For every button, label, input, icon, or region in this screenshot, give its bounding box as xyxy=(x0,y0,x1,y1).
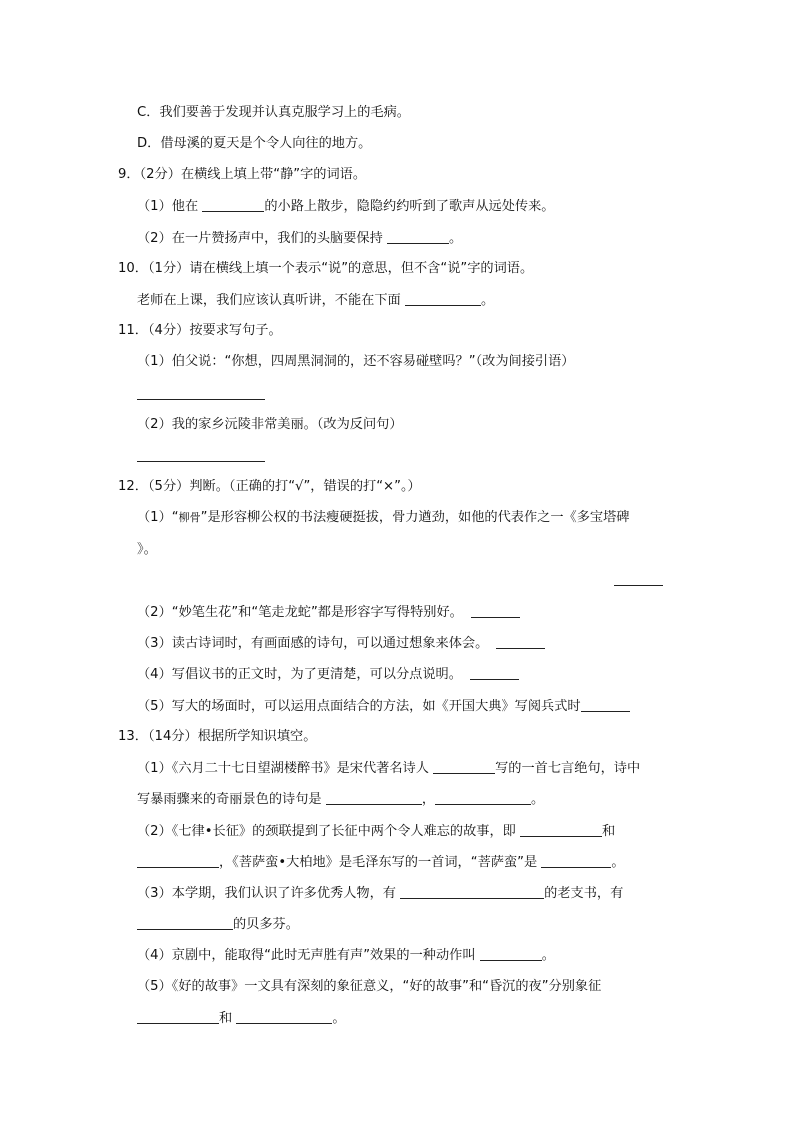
q13-item-2 xyxy=(137,822,615,841)
q13-item-1 xyxy=(137,759,640,778)
q13-item-3-text-b: 的老支书，有 xyxy=(544,886,624,901)
q13-item-3-text-c: 的贝多芬。 xyxy=(233,917,299,932)
q13-heading: 13．（14分）根据所学知识填空。 xyxy=(118,729,317,744)
q12-answer-4[interactable] xyxy=(470,665,519,680)
q9-blank-2[interactable] xyxy=(387,229,449,244)
q9-item-1 xyxy=(137,197,554,216)
q12-heading: 12．（5分）判断。（正确的打“√”，错误的打“×”。） xyxy=(118,479,421,494)
q13-blank-poet[interactable] xyxy=(433,759,495,774)
q12-item-4 xyxy=(137,665,519,684)
q13-item-1-text-b: 写的一首七言绝句，诗中 xyxy=(495,761,641,776)
q13-item-2-cont xyxy=(137,853,625,872)
q9-blank-1[interactable] xyxy=(202,197,264,212)
q11-item-1: （1）伯父说：“你想，四周黑洞洞的，还不容易碰壁吗？”（改为间接引语） xyxy=(137,354,575,369)
q12-item-5-text: （5）写大的场面时，可以运用点面结合的方法，如《开国大典》写阅兵式时 xyxy=(137,699,581,714)
q12-item-3-text: （3）读古诗词时，有画面感的诗句，可以通过想象来体会。 xyxy=(137,636,489,651)
q13-item-1-comma: ， xyxy=(421,792,436,807)
q13-item-1-text-a: （1）《六月二十七日望湖楼醉书》是宋代著名诗人 xyxy=(137,761,434,776)
q13-item-5: （5）《好的故事》一文具有深刻的象征意义，“好的故事”和“昏沉的夜”分别象征 xyxy=(137,979,602,994)
q12-item-4-text: （4）写倡议书的正文时，为了更清楚，可以分点说明。 xyxy=(137,667,462,682)
option-d: D．借母溪的夏天是个令人向往的地方。 xyxy=(137,136,372,151)
q10-blank-1[interactable] xyxy=(405,291,481,306)
q11-heading: 11．（4分）按要求写句子。 xyxy=(118,323,282,338)
q9-item-1-text-b: 的小路上散步，隐隐约约听到了歌声从远处传来。 xyxy=(264,199,555,214)
q12-answer-2[interactable] xyxy=(471,603,520,618)
q13-item-4-text: （4）京剧中，能取得“此时无声胜有声”效果的一种动作叫 xyxy=(137,948,480,963)
q9-item-2 xyxy=(137,229,462,248)
q13-item-1-text-c: 写暴雨骤来的奇丽景色的诗句是 xyxy=(137,792,326,807)
q9-item-2-end: 。 xyxy=(448,231,463,246)
q13-item-4 xyxy=(137,946,555,965)
q13-blank-symbol-2[interactable] xyxy=(236,1009,332,1024)
q12-item-5 xyxy=(137,697,630,716)
q10-item-1-text: 老师在上课，我们应该认真听讲，不能在下面 xyxy=(137,293,405,308)
q13-blank-line-2[interactable] xyxy=(435,790,531,805)
q11-item-2: （2）我的家乡沅陵非常美丽。（改为反问句） xyxy=(137,417,403,432)
q13-item-2-text-a: （2）《七律•长征》的颈联提到了长征中两个令人难忘的故事，即 xyxy=(137,824,521,839)
q13-item-1-end: 。 xyxy=(531,792,545,807)
q13-item-3 xyxy=(137,884,623,903)
q13-blank-story-2[interactable] xyxy=(137,853,219,868)
q10-item-1 xyxy=(137,291,494,310)
q13-item-3-text-a: （3）本学期，我们认识了许多优秀人物，有 xyxy=(137,886,401,901)
q13-item-5-cont xyxy=(137,1009,346,1028)
q12-answer-1[interactable] xyxy=(614,585,663,586)
q12-answer-3[interactable] xyxy=(496,634,545,649)
q13-blank-person-2[interactable] xyxy=(137,915,233,930)
q13-blank-symbol-1[interactable] xyxy=(137,1009,219,1024)
q12-item-1 xyxy=(137,509,629,527)
q13-item-4-end: 。 xyxy=(541,948,555,963)
q12-item-1-cont: 》。 xyxy=(137,542,157,557)
option-c: C．我们要善于发现并认真克服学习上的毛病。 xyxy=(137,105,410,120)
q13-blank-action[interactable] xyxy=(480,946,542,961)
q10-heading: 10．（1分）请在横线上填一个表示“说”的意思，但不含“说”字的词语。 xyxy=(118,261,534,276)
q13-item-2-end: 。 xyxy=(611,855,625,870)
q12-item-2-text: （2）“妙笔生花”和“笔走龙蛇”都是形容字写得特别好。 xyxy=(137,605,463,620)
q13-item-3-cont xyxy=(137,915,299,934)
q12-item-1-quote: 柳骨 xyxy=(178,511,201,524)
q12-item-1-text-b: ”是形容柳公权的书法瘦硬挺拔，骨力遒劲，如他的代表作之一《多宝塔碑 xyxy=(200,510,630,525)
q13-item-5-and: 和 xyxy=(219,1011,237,1026)
q11-answer-line-2[interactable] xyxy=(137,461,265,462)
q11-answer-line-1[interactable] xyxy=(137,399,265,400)
q13-item-5-end: 。 xyxy=(332,1011,346,1026)
q13-blank-cipai[interactable] xyxy=(541,853,611,868)
q12-item-3 xyxy=(137,634,545,653)
q12-item-1-text-a: （1）“ xyxy=(137,510,179,525)
q9-heading: 9．（2分）在横线上填上带“静”字的词语。 xyxy=(118,167,367,182)
q10-item-1-end: 。 xyxy=(480,293,495,308)
q13-blank-line-1[interactable] xyxy=(326,790,422,805)
q13-item-2-and: 和 xyxy=(602,824,616,839)
q13-item-1-cont xyxy=(137,790,544,809)
q9-item-2-text: （2）在一片赞扬声中，我们的头脑要保持 xyxy=(137,231,387,246)
q13-blank-person-1[interactable] xyxy=(400,884,544,899)
q12-answer-5[interactable] xyxy=(581,697,630,712)
q13-blank-story-1[interactable] xyxy=(520,822,602,837)
q9-item-1-text-a: （1）他在 xyxy=(137,199,203,214)
q12-item-2 xyxy=(137,603,520,622)
q13-item-2-text-b: ，《菩萨蛮•大柏地》是毛泽东写的一首词，“菩萨蛮”是 xyxy=(219,855,542,870)
